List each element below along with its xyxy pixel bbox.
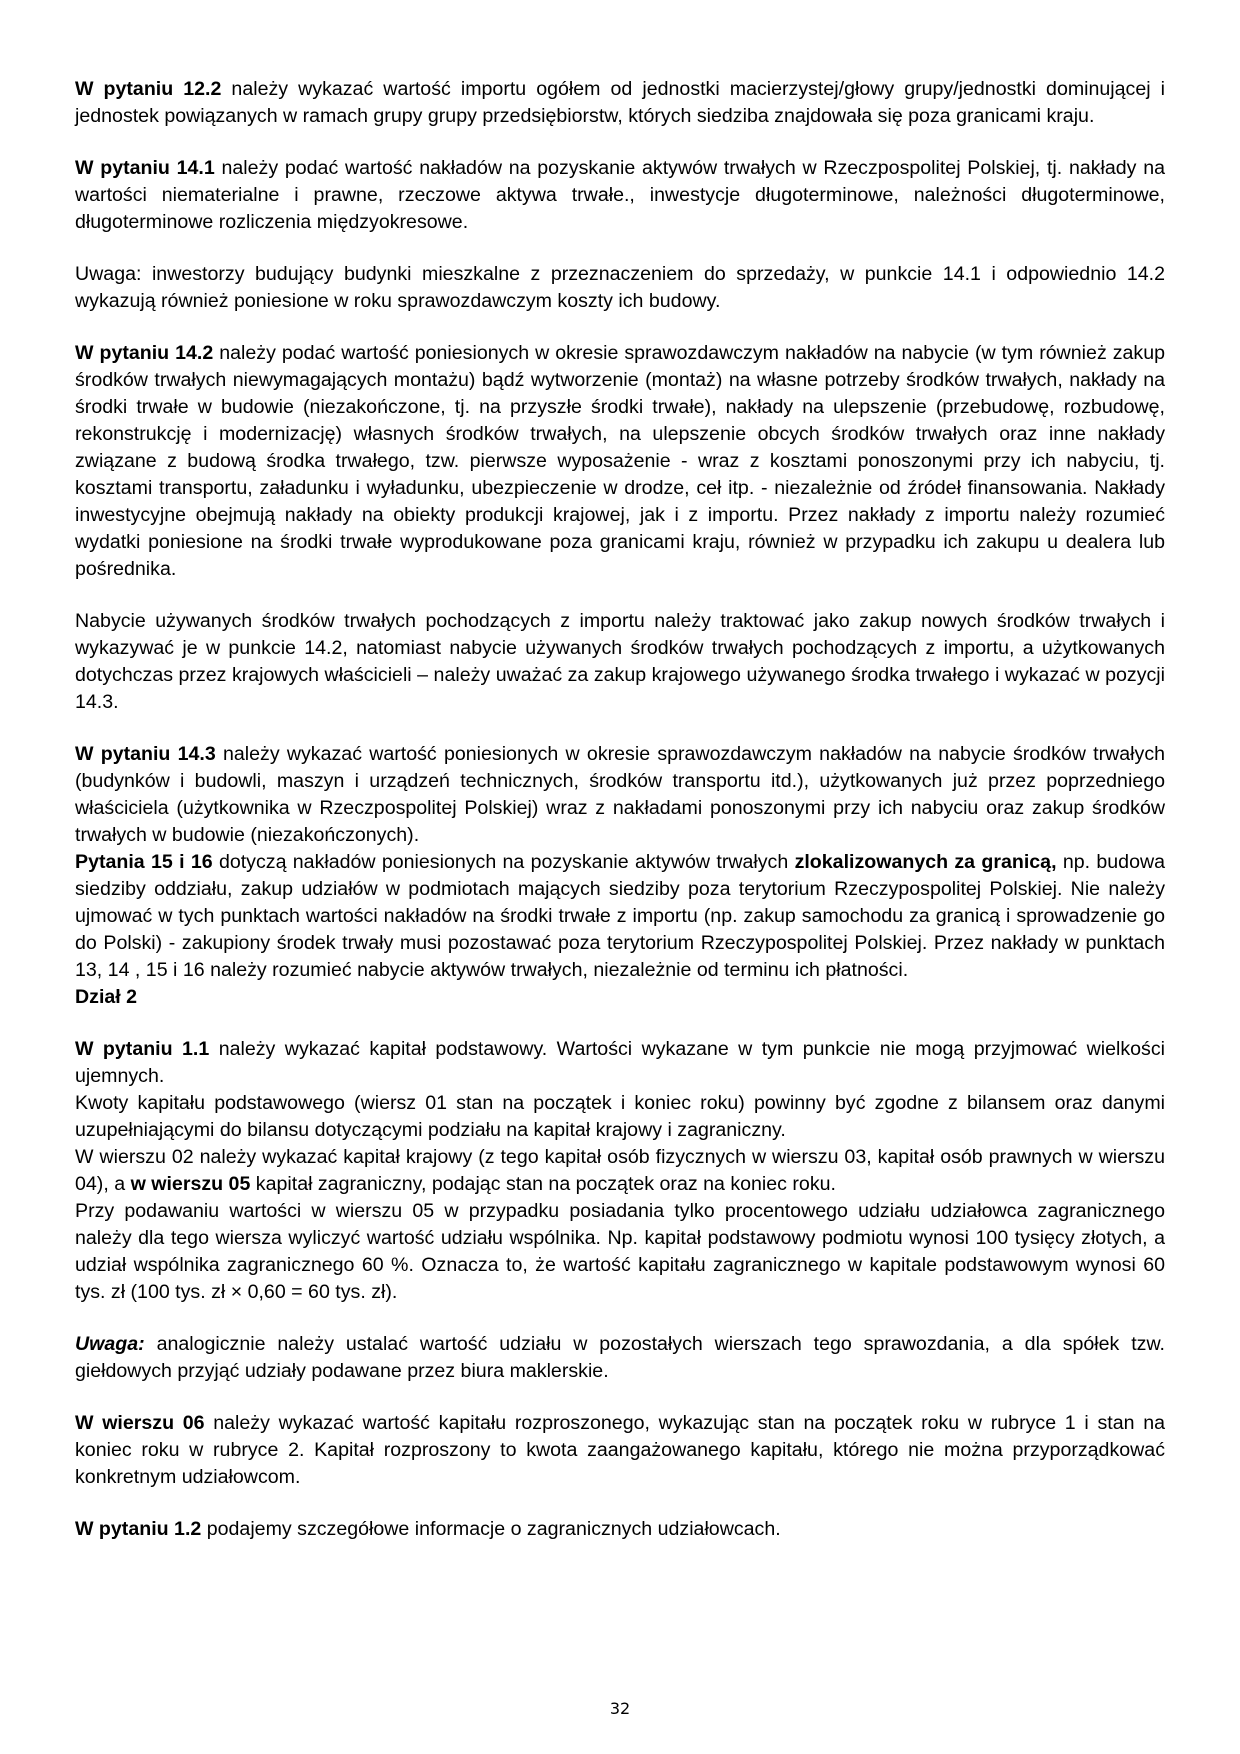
paragraph-text: np. budowa siedziby oddziału, zakup udziałów w podmiotach mających siedziby poza terytorium Rzeczypospolitej Polskiej. Nie należy ujmować w tych punktach wartości nakładów na środki trwałe z importu (np. zakup samochodu za granicą i sprowadzenie go do Polski) - zakupiony środek trwały musi pozostawać poza terytorium Rzeczypospolitej Polskiej. Przez nakłady w punktach 13, 14 , 15 i 16 należy rozumieć nabycie aktywów trwałych, niezależnie od terminu ich płatności. <box>75 851 1166 981</box>
paragraph-lead: W pytaniu 12.2 <box>75 78 222 100</box>
paragraph-emphasis: w wierszu 05 <box>130 1173 251 1195</box>
paragraph-text: dotyczą nakładów poniesionych na pozyskanie aktywów trwałych <box>212 851 795 873</box>
paragraph-note-analogous <box>75 1331 1165 1385</box>
paragraph-question-14-1 <box>75 155 1165 236</box>
paragraph-lead: W pytaniu 14.1 <box>75 157 215 179</box>
paragraph-note-investors <box>75 261 1165 315</box>
paragraph-row-05-example <box>75 1198 1165 1306</box>
document-body <box>75 76 1165 1543</box>
paragraph-text: należy wykazać kapitał podstawowy. Wartości wykazane w tym punkcie nie mogą przyjmować wielkości ujemnych. <box>75 1038 1166 1087</box>
paragraph-text: należy podać wartość poniesionych w okresie sprawozdawczym nakładów na nabycie (w tym również zakup środków trwałych niewymagających montażu) bądź wytworzenie (montaż) na własne potrzeby środków trwałych, nakłady na środki trwałe w budowie (niezakończone, tj. na przyszłe środki trwałe), nakłady na ulepszenie (przebudowę, rozbudowę, rekonstrukcję i modernizację) własnych środków trwałych, na ulepszenie obcych środków trwałych oraz inne nakłady związane z budową środka trwałego, tzw. pierwsze wyposażenie - wraz z kosztami ponoszonymi przy ich nabyciu, tj. kosztami transportu, załadunku i wyładunku, ubezpieczenie w drodze, ceł itp. - niezależnie od źródeł finansowania. Nakłady inwestycyjne obejmują nakłady na obiekty produkcji krajowej, jak i z importu. Przez nakłady z importu należy rozumieć wydatki poniesione na środki trwałe wyprodukowane poza granicami kraju, również w przypadku ich zakupu u dealera lub pośrednika. <box>75 342 1166 580</box>
paragraph-emphasis: zlokalizowanych za granicą, <box>794 851 1057 873</box>
paragraph-question-14-3 <box>75 741 1165 849</box>
paragraph-row-06 <box>75 1410 1165 1491</box>
paragraph-text: analogicznie należy ustalać wartość udziału w pozostałych wierszach tego sprawozdania, a dla spółek tzw. giełdowych przyjąć udziały podawane przez biura maklerskie. <box>75 1333 1165 1382</box>
paragraph-text: należy wykazać wartość kapitału rozproszonego, wykazując stan na początek roku w rubryce 1 i stan na koniec roku w rubryce 2. Kapitał rozproszony to kwota zaangażowanego kapitału, którego nie można przyporządkować konkretnym udziałowcom. <box>75 1412 1165 1488</box>
paragraph-text: należy podać wartość nakładów na pozyskanie aktywów trwałych w Rzeczpospolitej Polskiej, tj. nakłady na wartości niematerialne i prawne, rzeczowe aktywa trwałe., inwestycje długoterminowe, należności długoterminowe, długoterminowe rozliczenia międzyokresowe. <box>75 157 1166 233</box>
paragraph-row-02 <box>75 1144 1165 1198</box>
paragraph-question-1-2 <box>75 1516 1165 1543</box>
paragraph-question-12-2 <box>75 76 1165 130</box>
paragraph-lead: W pytaniu 14.3 <box>75 743 216 765</box>
paragraph-lead: W pytaniu 1.2 <box>75 1518 202 1540</box>
page-number: 32 <box>609 1699 631 1718</box>
paragraph-text: Kwoty kapitału podstawowego (wiersz 01 stan na początek i koniec roku) powinny być zgodne z bilansem oraz danymi uzupełniającymi do bilansu dotyczącymi podziału na kapitał krajowy i zagraniczny. <box>75 1092 1165 1141</box>
section-heading: Dział 2 <box>75 986 138 1008</box>
paragraph-used-assets <box>75 608 1165 716</box>
paragraph-capital-amounts <box>75 1090 1165 1144</box>
paragraph-question-14-2 <box>75 340 1165 583</box>
paragraph-text: Nabycie używanych środków trwałych pochodzących z importu należy traktować jako zakup nowych środków trwałych i wykazywać je w punkcie 14.2, natomiast nabycie używanych środków trwałych pochodzących z importu, a użytkowanych dotychczas przez krajowych właścicieli – należy uważać za zakup krajowego używanego środka trwałego i wykazać w pozycji 14.3. <box>75 610 1165 713</box>
paragraph-lead: Pytania 15 i 16 <box>75 851 213 873</box>
paragraph-text: W wierszu 02 należy wykazać kapitał krajowy (z tego kapitał osób fizycznych w wierszu 03, kapitał osób prawnych w wierszu 04), a <box>75 1146 1165 1195</box>
paragraph-lead: Uwaga: <box>75 1333 145 1355</box>
paragraph-text: Przy podawaniu wartości w wierszu 05 w przypadku posiadania tylko procentowego udziału udziałowca zagranicznego należy dla tego wiersza wyliczyć wartość udziału wspólnika. Np. kapitał podstawowy podmiotu wynosi 100 tysięcy złotych, a udział wspólnika zagranicznego 60 %. Oznacza to, że wartość kapitału zagranicznego w kapitale podstawowym wynosi 60 tys. zł (100 tys. zł × 0,60 = 60 tys. zł). <box>75 1200 1165 1303</box>
paragraph-question-1-1 <box>75 1036 1165 1090</box>
paragraph-text: podajemy szczegółowe informacje o zagranicznych udziałowcach. <box>201 1518 781 1540</box>
paragraph-lead: W wierszu 06 <box>75 1412 205 1434</box>
paragraph-text: kapitał zagraniczny, podając stan na początek oraz na koniec roku. <box>250 1173 836 1195</box>
paragraph-questions-15-16 <box>75 849 1165 984</box>
paragraph-lead: W pytaniu 14.2 <box>75 342 214 364</box>
paragraph-text: należy wykazać wartość importu ogółem od jednostki macierzystej/głowy grupy/jednostki dominującej i jednostek powiązanych w ramach grupy grupy przedsiębiorstw, których siedziba znajdowała się poza granicami kraju. <box>75 78 1165 127</box>
paragraph-text: Uwaga: inwestorzy budujący budynki mieszkalne z przeznaczeniem do sprzedaży, w punkcie 14.1 i odpowiednio 14.2 wykazują również poniesione w roku sprawozdawczym koszty ich budowy. <box>75 263 1165 312</box>
paragraph-lead: W pytaniu 1.1 <box>75 1038 210 1060</box>
paragraph-text: należy wykazać wartość poniesionych w okresie sprawozdawczym nakładów na nabycie środków trwałych (budynków i budowli, maszyn i urządzeń technicznych, środków transportu itd.), użytkowanych już przez poprzedniego właściciela (użytkownika w Rzeczpospolitej Polskiej) wraz z nakładami ponoszonymi przy ich nabyciu oraz zakup środków trwałych w budowie (niezakończonych). <box>75 743 1166 846</box>
